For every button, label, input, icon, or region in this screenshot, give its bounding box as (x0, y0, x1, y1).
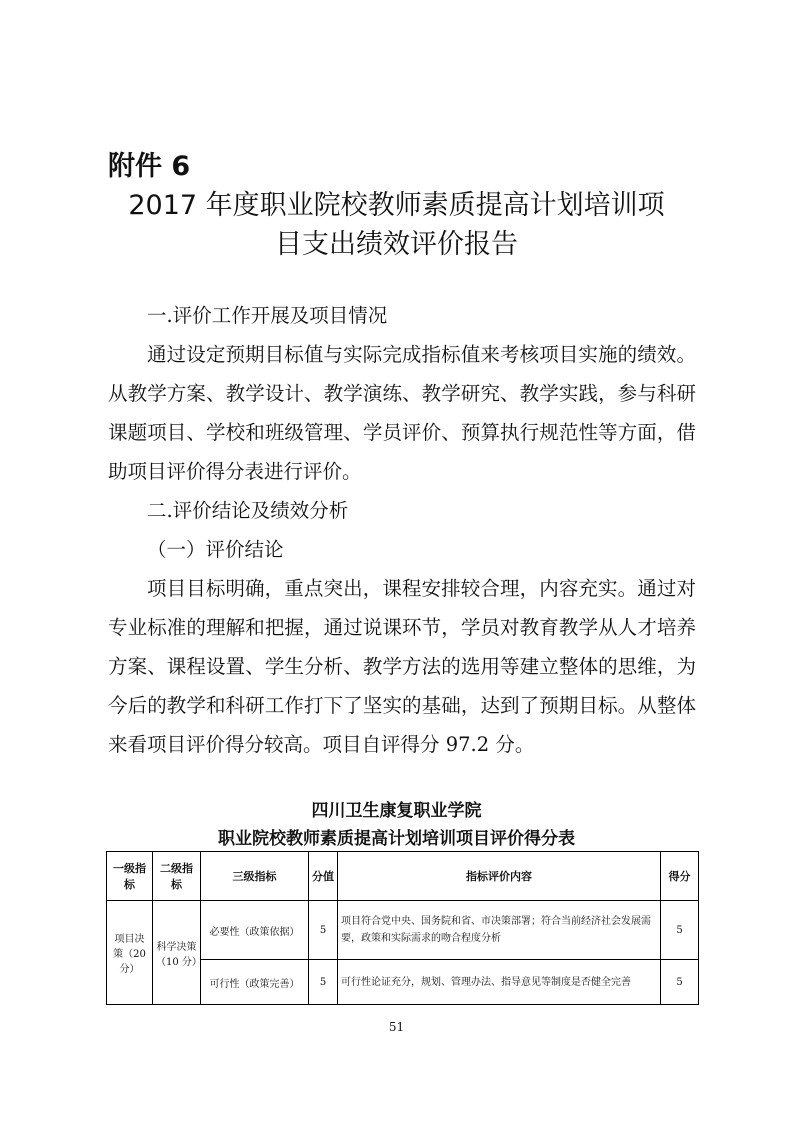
cell-score: 5 (661, 901, 699, 960)
cell-value: 5 (309, 960, 338, 1005)
header-value: 分值 (309, 852, 338, 901)
section-1-paragraph: 通过设定预期目标值与实际完成指标值来考核项目实施的绩效。从教学方案、教学设计、教学演练、教学研究、教学实践，参与科研课题项目、学校和班级管理、学员评价、预算执行规范性等方面，借助项目评价得分表进行评价。 (108, 343, 696, 483)
report-body (108, 296, 696, 764)
header-content: 指标评价内容 (338, 852, 661, 901)
cell-level2: 科学决策（10 分） (153, 901, 201, 1005)
subsection-1-paragraph: 项目目标明确，重点突出，课程安排较合理，内容充实。通过对专业标准的理解和把握，通过说课环节，学员对教育教学从人才培养方案、课程设置、学生分析、教学方法的选用等建立整体的思维，为今后的教学和科研工作打下了坚实的基础，达到了预期目标。从整体来看项目评价得分较高。项目自评得分 97.2 分。 (108, 577, 696, 756)
table-row (107, 901, 699, 960)
page-number: 51 (388, 1020, 405, 1034)
header-level1: 一级指标 (107, 852, 153, 901)
cell-score: 5 (661, 960, 699, 1005)
report-title-line-2: 目支出绩效评价报告 (275, 229, 518, 260)
cell-content: 可行性论证充分，规划、管理办法、指导意见等制度是否健全完善 (338, 960, 661, 1005)
attachment-label: 附件 6 (108, 151, 191, 182)
cell-level1: 项目决策（20 分） (107, 901, 153, 1005)
cell-content: 项目符合党中央、国务院和省、市决策部署；符合当前经济社会发展需要，政策和实际需求的吻合程度分析 (338, 901, 661, 960)
table-caption-institution: 四川卫生康复职业学院 (311, 801, 482, 821)
header-level3: 三级指标 (201, 852, 309, 901)
section-1-heading: 一.评价工作开展及项目情况 (147, 304, 388, 327)
cell-value: 5 (309, 901, 338, 960)
header-level2: 二级指标 (153, 852, 201, 901)
subsection-1-heading: （一）评价结论 (147, 538, 284, 561)
cell-level3: 必要性（政策依据） (201, 901, 309, 960)
table-caption-title: 职业院校教师素质提高计划培训项目评价得分表 (218, 829, 575, 849)
cell-level3: 可行性（政策完善） (201, 960, 309, 1005)
report-title-line-1: 2017 年度职业院校教师素质提高计划培训项 (128, 190, 665, 221)
table-header-row (107, 852, 699, 901)
header-score: 得分 (661, 852, 699, 901)
section-2-heading: 二.评价结论及绩效分析 (147, 499, 349, 522)
evaluation-score-table (106, 851, 699, 1005)
